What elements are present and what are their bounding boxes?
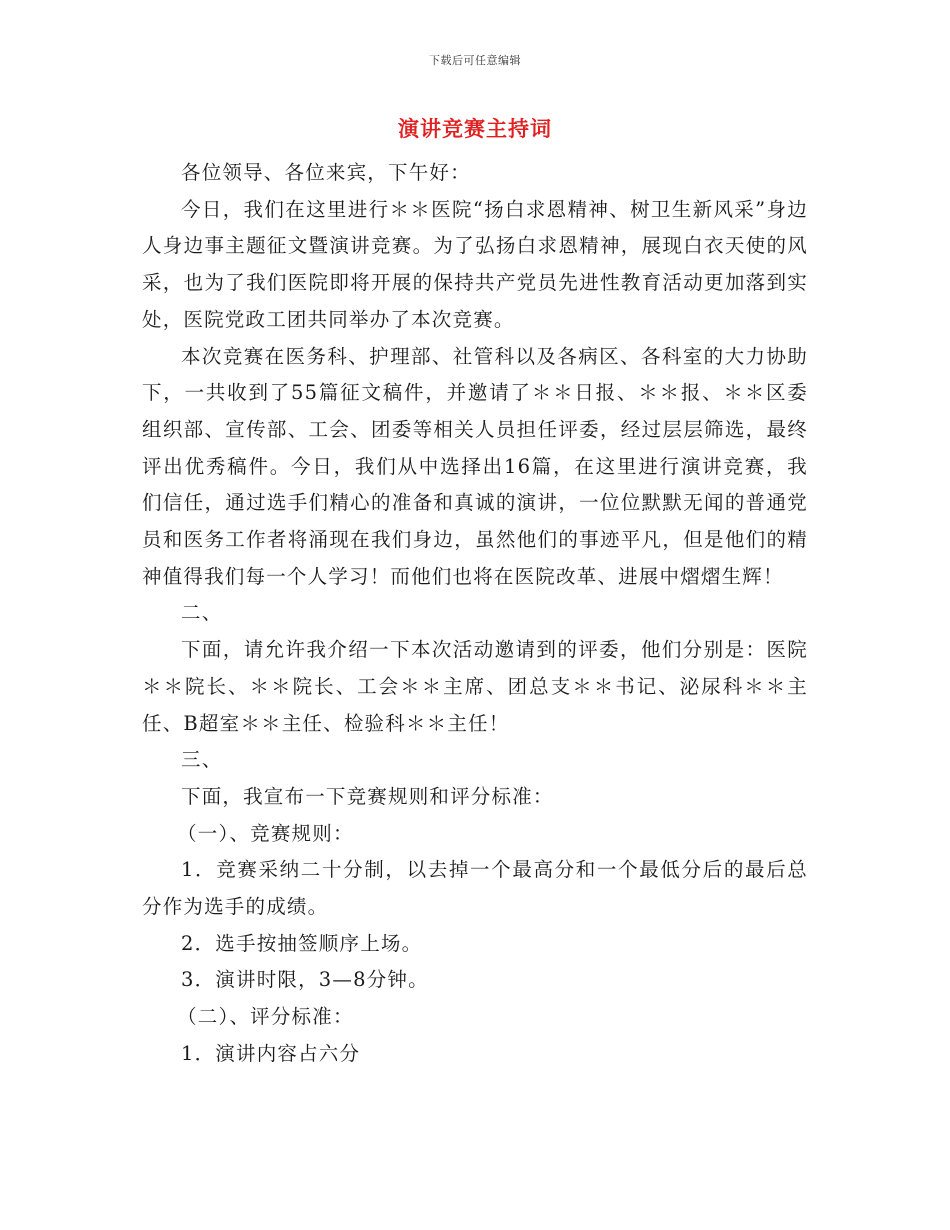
rule-item-2: 2．选手按抽签顺序上场。	[181, 931, 423, 955]
section-three-heading: 三、	[181, 748, 223, 772]
greeting-paragraph: 各位领导、各位来宾，下午好：	[181, 161, 471, 184]
intro-paragraph: 今日，我们在这里进行＊＊医院“扬白求恩精神、树卫生新风采”身边人身边事主题征文暨演讲竞赛。为了弘扬白求恩精神，展现白衣天使的风采，也为了我们医院即将开展的保持共产党员先进性教育活动更加落到实处，医院党政工团共同举办了本次竞赛。	[142, 197, 808, 331]
document-title: 演讲竞赛主持词	[398, 116, 552, 141]
contest-overview-paragraph: 本次竞赛在医务科、护理部、社管科以及各病区、各科室的大力协助下，一共收到了55篇征文稿件，并邀请了＊＊日报、＊＊报、＊＊区委组织部、宣传部、工会、团委等相关人员担任评委，经过层层筛选，最终评出优秀稿件。今日，我们从中选择出16篇，在这里进行演讲竞赛，我们信任，通过选手们精心的准备和真诚的演讲，一位位默默无闻的普通党员和医务工作者将涌现在我们身边，虽然他们的事迹平凡，但是他们的精神值得我们每一个人学习！而他们也将在医院改革、进展中熠熠生辉！	[142, 344, 808, 588]
rule-item-1: 1．竞赛采纳二十分制，以去掉一个最高分和一个最低分后的最后总分作为选手的成绩。	[142, 858, 808, 919]
rules-subheading: （一）、竞赛规则：	[177, 821, 354, 845]
judges-paragraph: 下面，请允许我介绍一下本次活动邀请到的评委，他们分别是：医院＊＊院长、＊＊院长、工会＊＊主席、团总支＊＊书记、泌尿科＊＊主任、B超室＊＊主任、检验科＊＊主任！	[142, 638, 808, 735]
rules-intro-paragraph: 下面，我宣布一下竞赛规则和评分标准：	[181, 784, 554, 808]
scoring-subheading: （二）、评分标准：	[177, 1005, 354, 1029]
page-header-note: 下载后可任意编辑	[429, 54, 521, 67]
rule-item-3: 3．演讲时限，3—8分钟。	[181, 968, 429, 992]
scoring-item-1: 1．演讲内容占六分	[181, 1041, 361, 1065]
document-body	[142, 155, 808, 1073]
section-two-heading: 二、	[181, 601, 223, 625]
